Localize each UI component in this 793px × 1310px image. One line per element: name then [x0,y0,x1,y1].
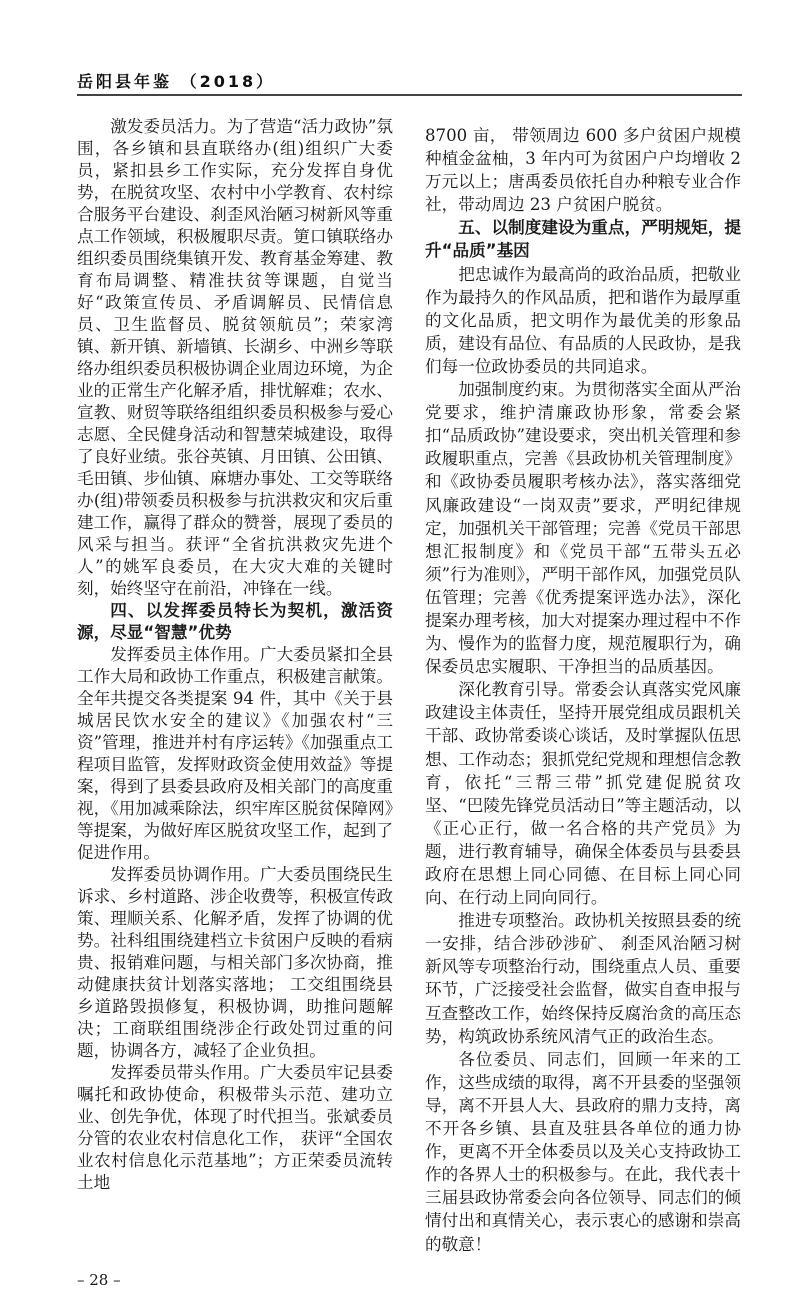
right-column [425,124,741,1256]
paragraph-continuation: 8700 亩， 带领周边 600 多户贫困户规模种植金盆柚，3 年内可为贫困户户均增收 2 万元以上；唐禹委员依托自办种粮专业合作社，带动周边 23 户贫困户脱贫。 [425,126,741,215]
section-heading: 五、以制度建设为重点，严明规矩，提升“品质”基因 [425,218,741,261]
left-column [77,116,393,1194]
paragraph: 深化教育引导。常委会认真落实党风廉政建设主体责任，坚持开展党组成员跟机关干部、政协常委谈心谈话，及时掌握队伍思想、工作动态；狠抓党纪党规和理想信念教育，依托“三帮三带”抓党建促脱贫攻坚、“巴陵先锋党员活动日”等主题活动，以《正心正行，做一名合格的共产党员》为题，进行教育辅导，确保全体委员与县委县政府在思想上同心同德、在目标上同心同向、在行动上同向同行。 [425,680,741,908]
paragraph: 加强制度约束。为贯彻落实全面从严治党要求，维护清廉政协形象，常委会紧扣“品质政协”建设要求，突出机关管理和参政履职重点，完善《县政协机关管理制度》和《政协委员履职考核办法》，落实落细党风廉政建设“一岗双责”要求，严明纪律规定，加强机关干部管理；完善《党员干部思想汇报制度》和《党员干部“五带头五必须”行为准则》，严明干部作风，加强党员队伍管理；完善《优秀提案评选办法》，深化提案办理考核，加大对提案办理过程中不作为、慢作为的监督力度，规范履职行为，确保委员忠实履职、干净担当的品质基因。 [425,380,741,677]
paragraph: 把忠诚作为最高尚的政治品质，把敬业作为最持久的作风品质，把和谐作为最厚重的文化品质，把文明作为最优美的形象品质，建设有品位、有品质的人民政协，是我们每一位政协委员的共同追求。 [425,264,741,376]
paragraph: 激发委员活力。为了营造“活力政协”氛围，各乡镇和县直联络办(组)组织广大委员，紧扣县乡工作实际，充分发挥自身优势，在脱贫攻坚、农村中小学教育、农村综合服务平台建设、刹歪风治陋习树新风等重点工作领域，积极履职尽责。筻口镇联络办组织委员围绕集镇开发、教育基金筹建、教育布局调整、精准扶贫等课题，自觉当好“政策宣传员、矛盾调解员、民情信息员、卫生监督员、脱贫领航员”；荣家湾镇、新开镇、新墙镇、长湖乡、中洲乡等联络办组织委员积极协调企业周边环境，为企业的正常生产化解矛盾，排忧解难；农水、宣教、财贸等联络组组织委员积极参与爱心志愿、全民健身活动和智慧荣城建设，取得了良好业绩。张谷英镇、月田镇、公田镇、毛田镇、步仙镇、麻塘办事处、工交等联络办(组)带领委员积极参与抗洪救灾和灾后重建工作，赢得了群众的赞誉，展现了委员的风采与担当。获评“全省抗洪救灾先进个人”的姚军良委员，在大灾大难的关键时刻，始终坚守在前沿，冲锋在一线。 [77,117,393,598]
header-rule [77,94,742,96]
paragraph: 推进专项整治。政协机关按照县委的统一安排，结合涉砂涉矿、 刹歪风治陋习树新风等专项整治行动，围绕重点人员、重要环节，广泛接受社会监督，做实自查申报与互查整改工作，始终保持反腐治贪的高压态势，构筑政协系统风清气正的政治生态。 [425,911,741,1046]
two-column-body [77,116,742,1256]
section-heading: 四、以发挥委员特长为契机，激活资源，尽显“智慧”优势 [77,601,393,642]
paragraph: 发挥委员主体作用。广大委员紧扣全县工作大局和政协工作重点，积极建言献策。全年共提交各类提案 94 件，其中《关于县城居民饮水安全的建议》《加强农村“三资”管理，推进并村有序运转》《加强重点工程项目监管，发挥财政资金使用效益》等提案，得到了县委县政府及相关部门的高度重视，《用加减乘除法，织牢库区脱贫保障网》等提案，为做好库区脱贫攻坚工作，起到了促进作用。 [77,645,393,862]
paragraph: 各位委员、同志们，回顾一年来的工作，这些成绩的取得，离不开县委的坚强领导，离不开县人大、县政府的鼎力支持，离不开各乡镇、县直及驻县各单位的通力协作，更离不开全体委员以及关心支持政协工作的各界人士的积极参与。在此，我代表十三届县政协常委会向各位领导、同志们的倾情付出和真情关心，表示衷心的感谢和崇高的敬意！ [425,1049,741,1254]
running-header: 岳阳县年鉴 （2018） [77,72,276,91]
paragraph: 发挥委员协调作用。广大委员围绕民生诉求、乡村道路、涉企收费等，积极宣传政策、理顺关系、化解矛盾，发挥了协调的优势。社科组围绕建档立卡贫困户反映的看病贵、报销难问题，与相关部门多次协商，推动健康扶贫计划落实落地； 工交组围绕县乡道路毁损修复，积极协调，助推问题解决；工商联组围绕涉企行政处罚过重的问题，协调各方，减轻了企业负担。 [77,865,393,1060]
page-number: – 28 – [77,1270,121,1289]
paragraph: 发挥委员带头作用。广大委员牢记县委嘱托和政协使命，积极带头示范、建功立业、创先争优，体现了时代担当。张斌委员分管的农业农村信息化工作， 获评“全国农业农村信息化示范基地”；方正荣委员流转土地 [77,1063,393,1192]
